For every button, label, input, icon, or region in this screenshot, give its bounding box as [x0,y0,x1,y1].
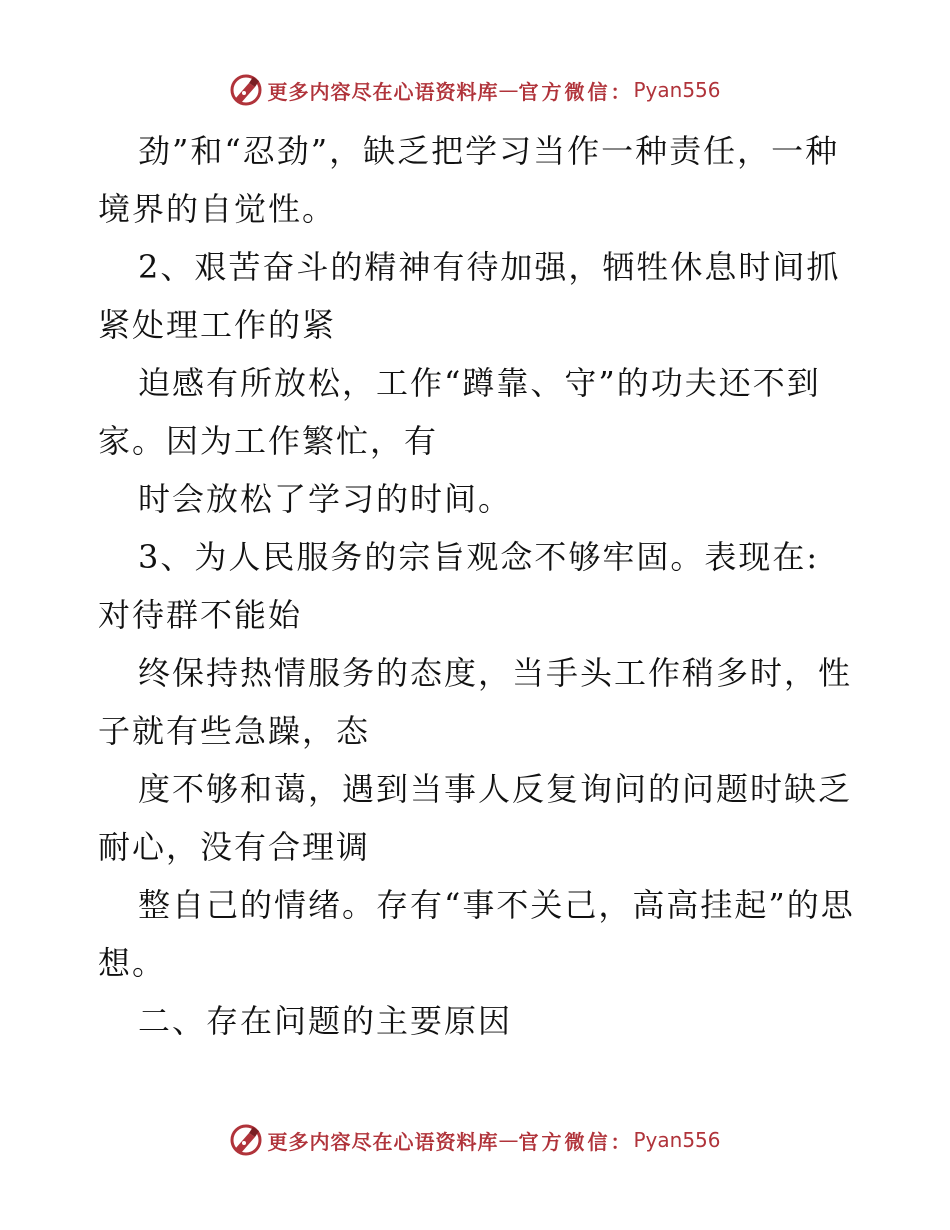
banner-separator: — [498,1128,519,1152]
section-heading: 二、存在问题的主要原因 [138,1002,513,1040]
paragraph: 终保持热情服务的态度，当手头工作稍多时，性子就有些急躁，态 [98,654,853,750]
paragraph: 劲”和“忍劲”，缺乏把学习当作一种责任，一种境界的自觉性。 [98,132,840,228]
banner-wechat-label: 官方微信： [518,1129,634,1154]
banner-wechat-id: Pyan556 [633,1128,721,1152]
banner-main-text: 更多内容尽在心语资料库 [267,1129,499,1154]
paragraph: 迫感有所放松，工作“蹲靠、守”的功夫还不到家。因为工作繁忙，有 [98,364,821,460]
pen-nib-logo-icon [229,73,263,107]
header-watermark-banner [0,70,950,110]
paragraph: 度不够和蔼，遇到当事人反复询问的问题时缺乏耐心，没有合理调 [98,770,853,866]
paragraph: 2、艰苦奋斗的精神有待加强，牺牲休息时间抓紧处理工作的紧 [98,248,841,344]
banner-separator: — [498,78,519,102]
footer-watermark-banner [0,1120,950,1160]
paragraph: 3、为人民服务的宗旨观念不够牢固。表现在: 对待群不能始 [98,538,832,634]
pen-nib-logo-icon [229,1123,263,1157]
banner-wechat-label: 官方微信： [518,79,634,104]
paragraph: 整自己的情绪。存有“事不关己，高高挂起”的思想。 [98,886,855,982]
banner-main-text: 更多内容尽在心语资料库 [267,79,499,104]
paragraph: 时会放松了学习的时间。 [138,480,513,518]
document-body [98,122,858,1050]
banner-wechat-id: Pyan556 [633,78,721,102]
